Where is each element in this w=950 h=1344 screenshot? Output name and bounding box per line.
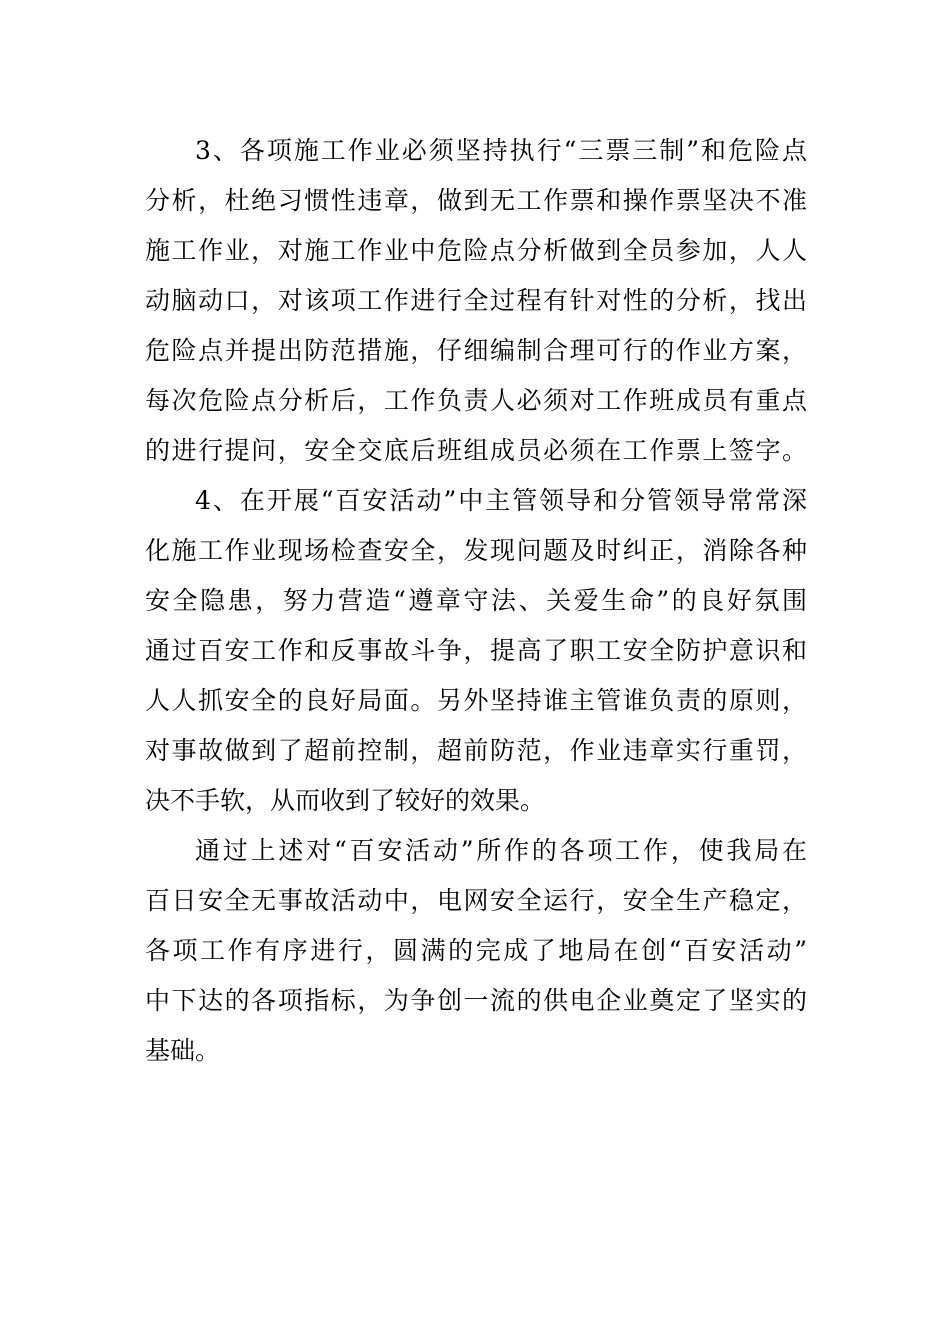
document-body — [145, 126, 807, 1076]
text-line: 通过上述对“百安活动”所作的各项工作，使我局在 — [195, 836, 807, 865]
text-line: 各项工作有序进行，圆满的完成了地局在创“百安活动” — [145, 936, 807, 965]
text-line: 动脑动口，对该项工作进行全过程有针对性的分析，找出 — [145, 286, 807, 315]
text-line: 人人抓安全的良好局面。另外坚持谁主管谁负责的原则， — [145, 686, 807, 715]
text-line: 对事故做到了超前控制，超前防范，作业违章实行重罚， — [145, 736, 807, 765]
text-line: 施工作业，对施工作业中危险点分析做到全员参加，人人 — [145, 236, 807, 265]
paragraph-summary — [145, 826, 807, 1076]
text-line: 危险点并提出防范措施，仔细编制合理可行的作业方案， — [145, 336, 807, 365]
text-line: 基础。 — [145, 1036, 221, 1065]
text-line: 中下达的各项指标，为争创一流的供电企业奠定了坚实的 — [145, 986, 807, 1015]
text-line: 分析，杜绝习惯性违章，做到无工作票和操作票坚决不准 — [145, 186, 807, 215]
text-line: 3、各项施工作业必须坚持执行“三票三制”和危险点 — [195, 136, 807, 165]
text-line: 化施工作业现场检查安全，发现问题及时纠正，消除各种 — [145, 536, 807, 565]
text-line: 通过百安工作和反事故斗争，提高了职工安全防护意识和 — [145, 636, 807, 665]
paragraph-item-3 — [145, 126, 807, 476]
text-line: 4、在开展“百安活动”中主管领导和分管领导常常深 — [195, 486, 807, 515]
text-line: 每次危险点分析后，工作负责人必须对工作班成员有重点 — [145, 386, 807, 415]
text-line: 的进行提问，安全交底后班组成员必须在工作票上签字。 — [145, 436, 807, 465]
paragraph-item-4 — [145, 476, 807, 826]
text-line: 百日安全无事故活动中，电网安全运行，安全生产稳定， — [145, 886, 807, 915]
text-line: 安全隐患，努力营造“遵章守法、关爱生命”的良好氛围 — [145, 586, 807, 615]
text-line: 决不手软，从而收到了较好的效果。 — [145, 786, 546, 815]
